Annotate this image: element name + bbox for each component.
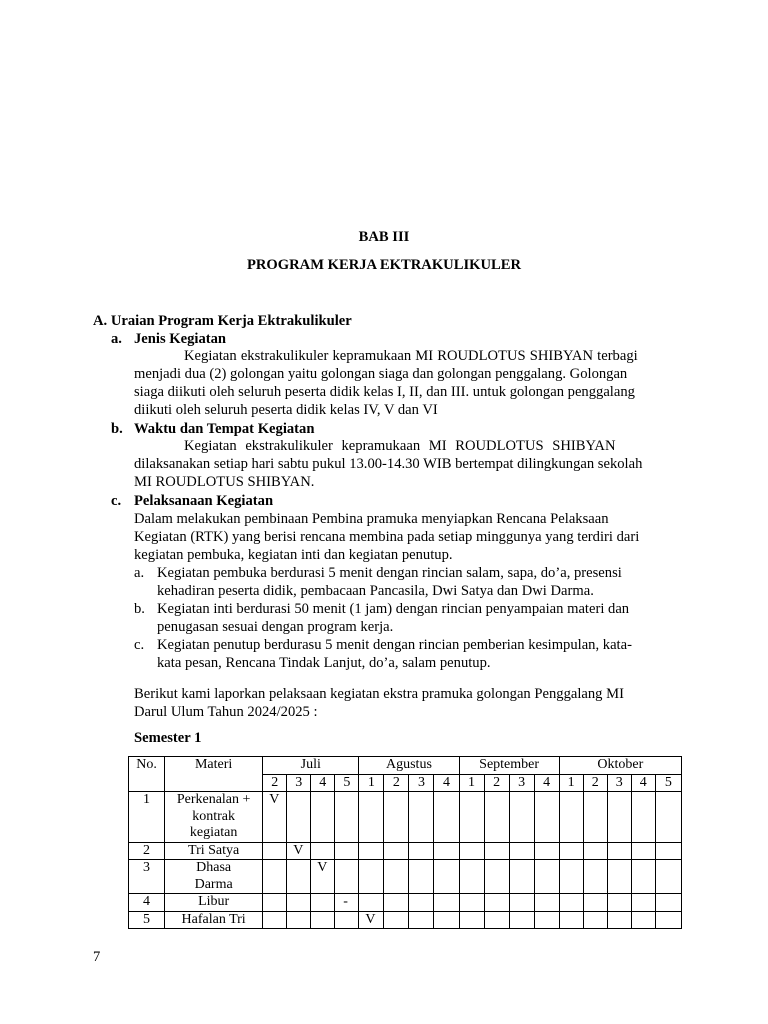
item-b-title: Waktu dan Tempat Kegiatan bbox=[134, 421, 315, 437]
item-b-line: Kegiatan ekstrakulikuler kepramukaan MI ROUDLOTUS SHIBYAN bbox=[184, 438, 616, 454]
week-cell bbox=[484, 911, 509, 929]
week-cell bbox=[434, 860, 459, 894]
week-cell bbox=[655, 842, 681, 860]
week-cell bbox=[409, 860, 434, 894]
report-line: Berikut kami laporkan pelaksaan kegiatan ekstra pramuka golongan Penggalang MI bbox=[134, 686, 624, 702]
week-header: 2 bbox=[484, 774, 509, 792]
week-cell bbox=[434, 792, 459, 843]
week-cell bbox=[311, 792, 335, 843]
week-cell bbox=[409, 792, 434, 843]
item-b-body bbox=[134, 437, 674, 491]
row-materi-line: Libur bbox=[198, 894, 230, 909]
week-cell bbox=[384, 894, 409, 912]
week-cell bbox=[311, 842, 335, 860]
week-cell bbox=[459, 860, 484, 894]
item-c-body bbox=[134, 510, 679, 564]
week-cell bbox=[359, 842, 384, 860]
week-cell bbox=[655, 792, 681, 843]
item-a-line: Kegiatan ekstrakulikuler kepramukaan MI ROUDLOTUS SHIBYAN terbagi bbox=[184, 348, 638, 364]
week-header: 1 bbox=[559, 774, 583, 792]
item-a-line: siaga diikuti oleh seluruh peserta didik kelas I, II, dan III. untuk golongan penggalang bbox=[134, 384, 635, 400]
week-cell bbox=[335, 842, 359, 860]
week-cell bbox=[263, 911, 287, 929]
week-cell bbox=[631, 792, 655, 843]
week-cell bbox=[631, 842, 655, 860]
row-no: 2 bbox=[129, 842, 165, 860]
week-cell bbox=[607, 842, 631, 860]
semester-label: Semester 1 bbox=[134, 730, 202, 746]
month-header: Agustus bbox=[359, 757, 459, 775]
row-materi-line: Hafalan Tri bbox=[181, 911, 246, 927]
report-line: Darul Ulum Tahun 2024/2025 : bbox=[134, 704, 318, 720]
week-cell bbox=[583, 894, 607, 912]
week-cell bbox=[509, 894, 534, 912]
row-materi bbox=[165, 842, 263, 860]
week-cell bbox=[384, 792, 409, 843]
row-no: 1 bbox=[129, 792, 165, 843]
week-cell bbox=[359, 860, 384, 894]
week-cell bbox=[311, 894, 335, 912]
week-cell bbox=[409, 842, 434, 860]
subitem-b-line: Kegiatan inti berdurasi 50 menit (1 jam) dengan rincian penyampaian materi dan bbox=[157, 601, 630, 617]
table-row bbox=[129, 792, 682, 843]
item-b-line: MI ROUDLOTUS SHIBYAN. bbox=[134, 474, 315, 490]
week-cell bbox=[583, 911, 607, 929]
week-cell bbox=[509, 911, 534, 929]
week-header: 2 bbox=[384, 774, 409, 792]
week-cell bbox=[655, 860, 681, 894]
week-cell bbox=[384, 860, 409, 894]
row-materi-line: kontrak bbox=[192, 808, 235, 824]
week-cell bbox=[484, 860, 509, 894]
week-header: 3 bbox=[509, 774, 534, 792]
week-cell bbox=[559, 911, 583, 929]
page-number: 7 bbox=[93, 949, 101, 965]
row-materi bbox=[165, 792, 263, 843]
week-header: 5 bbox=[655, 774, 681, 792]
row-no: 5 bbox=[129, 911, 165, 929]
item-b-marker: b. bbox=[111, 421, 123, 437]
section-a-label: A. Uraian Program Kerja Ektrakulikuler bbox=[93, 313, 352, 329]
subitem-b-line: penugasan sesuai dengan program kerja. bbox=[157, 619, 394, 635]
week-cell bbox=[484, 792, 509, 843]
col-materi-header: Materi bbox=[165, 757, 263, 792]
week-header: 3 bbox=[607, 774, 631, 792]
week-cell bbox=[335, 860, 359, 894]
week-cell bbox=[287, 894, 311, 912]
table-row bbox=[129, 911, 682, 929]
week-cell bbox=[484, 894, 509, 912]
month-header: September bbox=[459, 757, 559, 775]
row-no: 4 bbox=[129, 894, 165, 912]
week-cell bbox=[583, 792, 607, 843]
week-cell bbox=[359, 792, 384, 843]
week-cell bbox=[311, 911, 335, 929]
week-header: 2 bbox=[263, 774, 287, 792]
schedule-table bbox=[128, 756, 682, 929]
week-cell bbox=[287, 860, 311, 894]
week-header: 5 bbox=[335, 774, 359, 792]
week-cell bbox=[655, 894, 681, 912]
item-a-line: diikuti oleh seluruh peserta didik kelas IV, V dan VI bbox=[134, 402, 438, 418]
month-header: Oktober bbox=[559, 757, 681, 775]
week-cell bbox=[559, 860, 583, 894]
week-cell-mark: V bbox=[287, 842, 311, 860]
week-cell bbox=[384, 911, 409, 929]
table-row bbox=[129, 842, 682, 860]
week-cell bbox=[459, 911, 484, 929]
row-no: 3 bbox=[129, 860, 165, 894]
week-header: 4 bbox=[311, 774, 335, 792]
week-cell bbox=[409, 911, 434, 929]
week-cell bbox=[459, 842, 484, 860]
week-cell bbox=[409, 894, 434, 912]
subitem-c-marker: c. bbox=[134, 637, 145, 653]
week-cell bbox=[607, 860, 631, 894]
week-cell bbox=[335, 911, 359, 929]
subitem-c-line: kata pesan, Rencana Tindak Lanjut, do’a, salam penutup. bbox=[157, 655, 491, 671]
item-c-title: Pelaksanaan Kegiatan bbox=[134, 493, 274, 509]
week-cell bbox=[583, 860, 607, 894]
week-cell-mark: V bbox=[311, 860, 335, 894]
page-title: PROGRAM KERJA EKTRAKULIKULER bbox=[246, 257, 522, 273]
week-cell bbox=[583, 842, 607, 860]
week-cell bbox=[631, 860, 655, 894]
week-cell bbox=[534, 911, 559, 929]
week-cell bbox=[509, 792, 534, 843]
week-cell bbox=[559, 894, 583, 912]
week-cell bbox=[559, 842, 583, 860]
week-header: 1 bbox=[459, 774, 484, 792]
week-cell bbox=[484, 842, 509, 860]
week-cell bbox=[263, 842, 287, 860]
table-body bbox=[129, 792, 682, 929]
item-a-marker: a. bbox=[111, 331, 122, 347]
item-c-marker: c. bbox=[111, 493, 122, 509]
week-header: 1 bbox=[359, 774, 384, 792]
week-cell-mark: - bbox=[335, 894, 359, 912]
row-materi-line: Perkenalan + bbox=[176, 792, 251, 807]
week-cell bbox=[287, 792, 311, 843]
week-header: 3 bbox=[409, 774, 434, 792]
report-paragraph bbox=[134, 685, 679, 721]
subitem-c-line: Kegiatan penutup berdurasu 5 menit dengan rincian pemberian kesimpulan, kata- bbox=[157, 637, 632, 653]
week-cell bbox=[607, 911, 631, 929]
week-cell-mark: V bbox=[359, 911, 384, 929]
row-materi bbox=[165, 911, 263, 929]
table-row bbox=[129, 894, 682, 912]
week-cell bbox=[287, 911, 311, 929]
week-cell bbox=[359, 894, 384, 912]
week-cell bbox=[509, 842, 534, 860]
subitem-a-marker: a. bbox=[134, 565, 145, 581]
week-cell bbox=[655, 911, 681, 929]
row-materi-line: Darma bbox=[194, 876, 233, 892]
week-cell bbox=[534, 894, 559, 912]
item-a-body bbox=[134, 347, 674, 419]
week-header: 2 bbox=[583, 774, 607, 792]
item-a-line: menjadi dua (2) golongan yaitu golongan siaga dan golongan penggalang. Golongan bbox=[134, 366, 628, 382]
week-cell bbox=[631, 911, 655, 929]
item-b-line: dilaksanakan setiap hari sabtu pukul 13.00-14.30 WIB bertempat dilingkungan sekolah bbox=[134, 456, 643, 472]
week-cell bbox=[263, 894, 287, 912]
item-c-line: Dalam melakukan pembinaan Pembina pramuka menyiapkan Rencana Pelaksaan bbox=[134, 511, 609, 527]
row-materi bbox=[165, 894, 263, 912]
week-cell bbox=[384, 842, 409, 860]
week-cell bbox=[559, 792, 583, 843]
week-cell bbox=[534, 792, 559, 843]
week-header: 4 bbox=[631, 774, 655, 792]
subitem-b-marker: b. bbox=[134, 601, 145, 617]
item-c-line: Kegiatan (RTK) yang berisi rencana membina pada setiap minggunya yang terdiri dari bbox=[134, 529, 640, 545]
week-cell bbox=[434, 911, 459, 929]
subitem-a-line: kehadiran peserta didik, pembacaan Pancasila, Dwi Satya dan Dwi Darma. bbox=[157, 583, 594, 599]
week-cell bbox=[263, 860, 287, 894]
week-cell bbox=[607, 792, 631, 843]
row-materi-line: Tri Satya bbox=[188, 842, 240, 858]
week-cell bbox=[509, 860, 534, 894]
month-header: Juli bbox=[263, 757, 359, 775]
col-no-header: No. bbox=[129, 757, 165, 792]
week-header: 4 bbox=[534, 774, 559, 792]
week-cell bbox=[607, 894, 631, 912]
row-materi-line: kegiatan bbox=[189, 825, 238, 840]
subitem-a-line: Kegiatan pembuka berdurasi 5 menit dengan rincian salam, sapa, do’a, presensi bbox=[157, 565, 622, 581]
chapter-label: BAB III bbox=[358, 229, 410, 245]
week-cell bbox=[459, 894, 484, 912]
week-cell bbox=[459, 792, 484, 843]
week-cell bbox=[434, 842, 459, 860]
week-cell bbox=[335, 792, 359, 843]
item-a-title: Jenis Kegiatan bbox=[134, 331, 227, 347]
week-cell bbox=[534, 860, 559, 894]
week-header: 3 bbox=[287, 774, 311, 792]
week-header: 4 bbox=[434, 774, 459, 792]
row-materi bbox=[165, 860, 263, 894]
week-cell-mark: V bbox=[263, 792, 287, 843]
table-row bbox=[129, 860, 682, 894]
row-materi-line: Dhasa bbox=[196, 860, 232, 875]
week-cell bbox=[434, 894, 459, 912]
table-header-row bbox=[129, 757, 682, 775]
week-cell bbox=[631, 894, 655, 912]
item-c-line: kegiatan pembuka, kegiatan inti dan kegiatan penutup. bbox=[134, 547, 453, 563]
week-cell bbox=[534, 842, 559, 860]
